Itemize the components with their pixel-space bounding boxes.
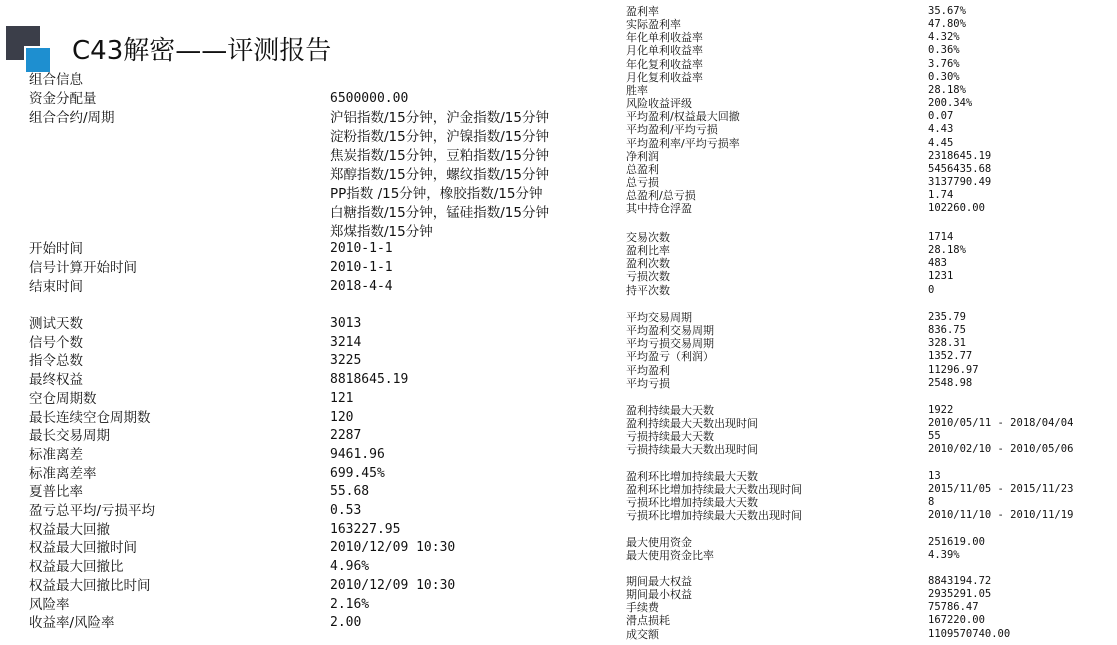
- metric-value: 200.34%: [928, 97, 973, 109]
- stat-value: 120: [330, 410, 354, 425]
- metric-label: 平均盈利/平均亏损: [626, 123, 718, 136]
- metric-label: 总盈利: [626, 163, 659, 176]
- metric-label: 亏损持续最大天数出现时间: [626, 443, 758, 456]
- contract-line: 淀粉指数/15分钟，沪镍指数/15分钟: [330, 129, 549, 145]
- metric-label: 月化单利收益率: [626, 44, 703, 57]
- metric-value: 8: [928, 496, 935, 508]
- metric-label: 盈利环比增加持续最大天数: [626, 470, 758, 483]
- metric-value: 1.74: [928, 189, 954, 201]
- metric-label: 胜率: [626, 84, 648, 97]
- stat-label: 盈亏总平均/亏损平均: [29, 503, 156, 519]
- contract-line: 沪铝指数/15分钟，沪金指数/15分钟: [330, 110, 549, 126]
- metric-value: 483: [928, 257, 947, 269]
- date-value: 2010-1-1: [330, 260, 393, 275]
- metric-label: 平均亏损: [626, 377, 670, 390]
- metric-value: 328.31: [928, 337, 966, 349]
- metric-label: 年化单利收益率: [626, 31, 703, 44]
- page-title: C43解密——评测报告: [72, 36, 332, 66]
- metric-label: 净利润: [626, 150, 659, 163]
- stat-label: 最终权益: [29, 372, 83, 388]
- metric-label: 亏损环比增加持续最大天数: [626, 496, 758, 509]
- date-value: 2010-1-1: [330, 241, 393, 256]
- stat-value: 55.68: [330, 484, 370, 499]
- stat-value: 2.00: [330, 615, 362, 630]
- metric-value: 0: [928, 284, 935, 296]
- metric-value: 2010/02/10 - 2010/05/06: [928, 443, 1074, 455]
- contract-line: 郑煤指数/15分钟: [330, 224, 433, 240]
- metric-label: 亏损次数: [626, 270, 670, 283]
- metric-value: 47.80%: [928, 18, 966, 30]
- metric-label: 期间最大权益: [626, 575, 692, 588]
- metric-value: 2318645.19: [928, 150, 992, 162]
- contract-line: 郑醇指数/15分钟，螺纹指数/15分钟: [330, 167, 549, 183]
- stat-value: 2010/12/09 10:30: [330, 578, 456, 593]
- metric-value: 251619.00: [928, 536, 985, 548]
- metric-label: 滑点损耗: [626, 614, 670, 627]
- metric-label: 成交额: [626, 628, 659, 641]
- stat-value: 699.45%: [330, 466, 385, 481]
- stat-label: 标准离差: [29, 447, 83, 463]
- metric-label: 盈利环比增加持续最大天数出现时间: [626, 483, 802, 496]
- logo-blue-square: [24, 46, 52, 74]
- metric-value: 75786.47: [928, 601, 979, 613]
- stat-label: 权益最大回撤时间: [29, 540, 137, 556]
- metric-value: 11296.97: [928, 364, 979, 376]
- metric-label: 平均盈利: [626, 364, 670, 377]
- stat-label: 风险率: [29, 597, 70, 613]
- metric-label: 其中持仓浮盈: [626, 202, 692, 215]
- group-info-heading: 组合信息: [29, 72, 83, 88]
- metric-label: 持平次数: [626, 284, 670, 297]
- metric-value: 8843194.72: [928, 575, 992, 587]
- contract-line: PP指数 /15分钟，橡胶指数/15分钟: [330, 186, 543, 202]
- metric-value: 102260.00: [928, 202, 985, 214]
- metric-value: 5456435.68: [928, 163, 992, 175]
- metric-label: 平均盈亏（利润）: [626, 350, 714, 363]
- metric-label: 平均交易周期: [626, 311, 692, 324]
- metric-value: 1109570740.00: [928, 628, 1011, 640]
- metric-value: 2015/11/05 - 2015/11/23: [928, 483, 1074, 495]
- stat-label: 测试天数: [29, 316, 83, 332]
- contracts-label: 组合合约/周期: [29, 110, 115, 126]
- metric-value: 4.43: [928, 123, 954, 135]
- metric-label: 月化复利收益率: [626, 71, 703, 84]
- metric-value: 1922: [928, 404, 954, 416]
- stat-label: 收益率/风险率: [29, 615, 115, 631]
- metric-label: 平均盈利率/平均亏损率: [626, 137, 740, 150]
- metric-value: 0.36%: [928, 44, 960, 56]
- stat-label: 指令总数: [29, 353, 83, 369]
- contract-line: 焦炭指数/15分钟，豆粕指数/15分钟: [330, 148, 549, 164]
- metric-value: 4.45: [928, 137, 954, 149]
- metric-value: 28.18%: [928, 244, 966, 256]
- stat-label: 最长连续空仓周期数: [29, 410, 151, 426]
- metric-value: 0.30%: [928, 71, 960, 83]
- stat-value: 9461.96: [330, 447, 385, 462]
- stat-label: 空仓周期数: [29, 391, 97, 407]
- date-label: 结束时间: [29, 279, 83, 295]
- stat-value: 8818645.19: [330, 372, 409, 387]
- date-label: 信号计算开始时间: [29, 260, 137, 276]
- stat-label: 信号个数: [29, 335, 83, 351]
- metric-label: 风险收益评级: [626, 97, 692, 110]
- metric-value: 2935291.05: [928, 588, 992, 600]
- metric-label: 实际盈利率: [626, 18, 681, 31]
- metric-value: 35.67%: [928, 5, 966, 17]
- metric-label: 总盈利/总亏损: [626, 189, 696, 202]
- stat-value: 0.53: [330, 503, 362, 518]
- stat-value: 2287: [330, 428, 362, 443]
- contract-line: 白糖指数/15分钟，锰硅指数/15分钟: [330, 205, 549, 221]
- metric-value: 55: [928, 430, 941, 442]
- capital-label: 资金分配量: [29, 91, 97, 107]
- metric-label: 盈利持续最大天数出现时间: [626, 417, 758, 430]
- stat-value: 163227.95: [330, 522, 401, 537]
- metric-label: 亏损持续最大天数: [626, 430, 714, 443]
- metric-value: 1714: [928, 231, 954, 243]
- stat-value: 3214: [330, 335, 362, 350]
- metric-label: 总亏损: [626, 176, 659, 189]
- stat-value: 121: [330, 391, 354, 406]
- stat-label: 最长交易周期: [29, 428, 110, 444]
- metric-label: 手续费: [626, 601, 659, 614]
- stat-value: 4.96%: [330, 559, 370, 574]
- metric-label: 最大使用资金: [626, 536, 692, 549]
- metric-label: 平均盈利交易周期: [626, 324, 714, 337]
- stat-label: 标准离差率: [29, 466, 97, 482]
- metric-value: 13: [928, 470, 941, 482]
- metric-label: 盈利率: [626, 5, 659, 18]
- stat-label: 权益最大回撤比时间: [29, 578, 151, 594]
- date-value: 2018-4-4: [330, 279, 393, 294]
- metric-value: 1231: [928, 270, 954, 282]
- metric-value: 4.39%: [928, 549, 960, 561]
- metric-value: 3.76%: [928, 58, 960, 70]
- metric-label: 平均盈利/权益最大回撤: [626, 110, 740, 123]
- capital-value: 6500000.00: [330, 91, 409, 106]
- metric-value: 235.79: [928, 311, 966, 323]
- date-label: 开始时间: [29, 241, 83, 257]
- stat-label: 权益最大回撤比: [29, 559, 124, 575]
- metric-value: 2548.98: [928, 377, 973, 389]
- stat-value: 2.16%: [330, 597, 370, 612]
- stat-value: 3225: [330, 353, 362, 368]
- metric-value: 28.18%: [928, 84, 966, 96]
- metric-label: 年化复利收益率: [626, 58, 703, 71]
- metric-label: 盈利比率: [626, 244, 670, 257]
- metric-value: 2010/05/11 - 2018/04/04: [928, 417, 1074, 429]
- stat-value: 3013: [330, 316, 362, 331]
- metric-label: 盈利次数: [626, 257, 670, 270]
- metric-value: 0.07: [928, 110, 954, 122]
- metric-label: 亏损环比增加持续最大天数出现时间: [626, 509, 802, 522]
- metric-label: 交易次数: [626, 231, 670, 244]
- metric-label: 平均亏损交易周期: [626, 337, 714, 350]
- stat-label: 夏普比率: [29, 484, 83, 500]
- stat-label: 权益最大回撤: [29, 522, 110, 538]
- metric-label: 最大使用资金比率: [626, 549, 714, 562]
- stat-value: 2010/12/09 10:30: [330, 540, 456, 555]
- metric-value: 2010/11/10 - 2010/11/19: [928, 509, 1074, 521]
- metric-value: 1352.77: [928, 350, 973, 362]
- metric-label: 期间最小权益: [626, 588, 692, 601]
- metric-value: 167220.00: [928, 614, 985, 626]
- metric-value: 836.75: [928, 324, 966, 336]
- metric-value: 4.32%: [928, 31, 960, 43]
- metric-label: 盈利持续最大天数: [626, 404, 714, 417]
- metric-value: 3137790.49: [928, 176, 992, 188]
